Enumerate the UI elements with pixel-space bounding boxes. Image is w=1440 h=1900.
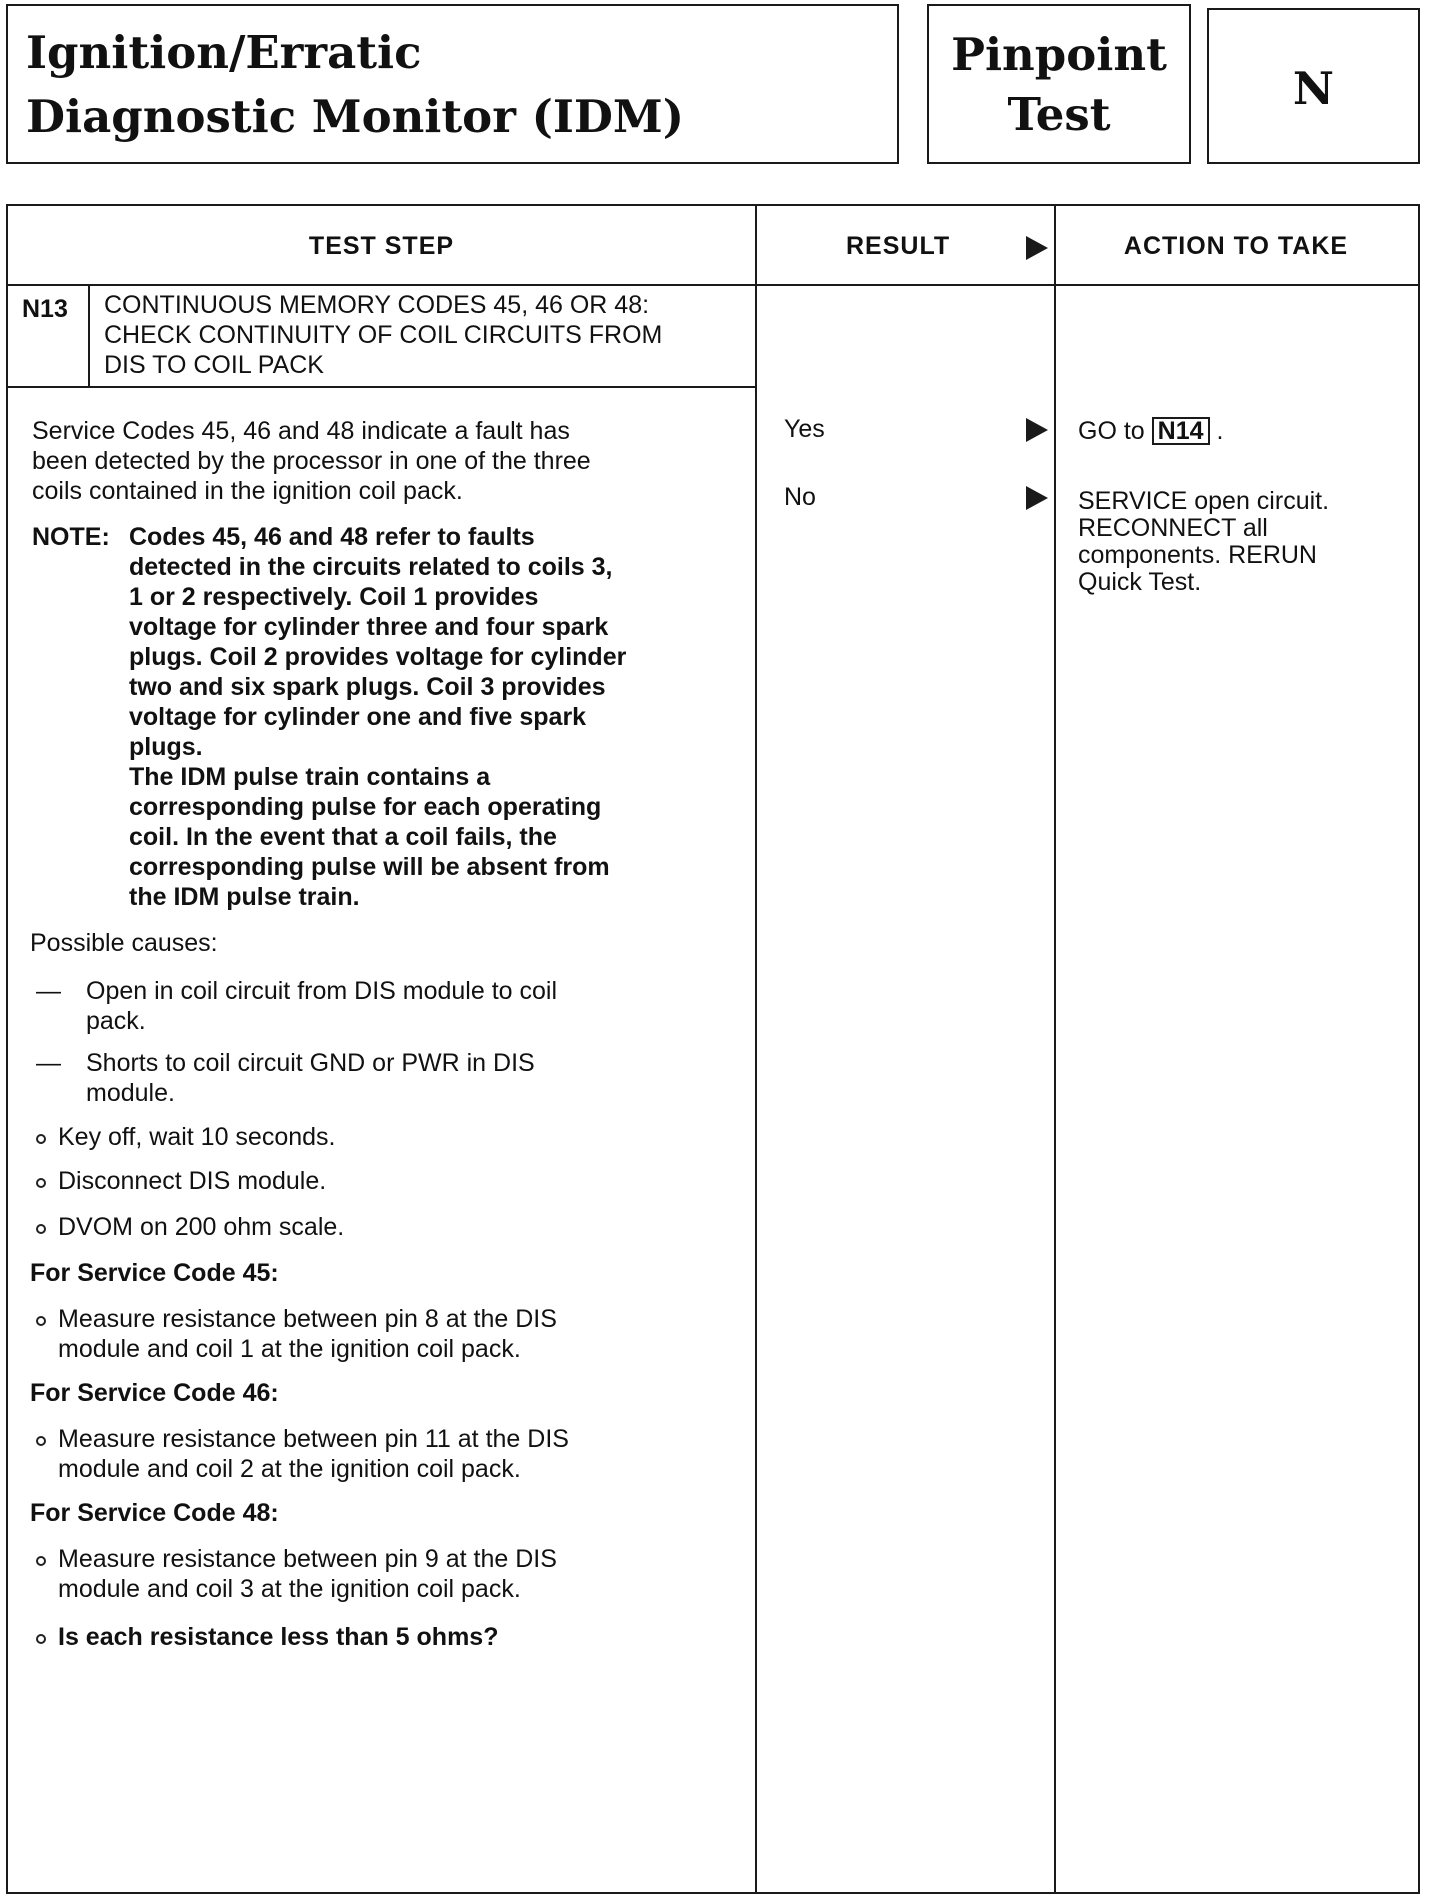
step-title-divider xyxy=(8,386,755,388)
yes-action-prefix: GO to xyxy=(1078,417,1145,445)
note-line: voltage for cylinder one and five spark xyxy=(129,703,587,731)
bullet-icon xyxy=(36,1316,46,1326)
no-action-line-4: Quick Test. xyxy=(1078,568,1202,596)
bullet-disconnect: Disconnect DIS module. xyxy=(58,1167,327,1195)
note-line: corresponding pulse will be absent from xyxy=(129,853,610,881)
bullet-icon xyxy=(36,1556,46,1566)
step-title-line-3: DIS TO COIL PACK xyxy=(104,351,324,379)
divider-step-result xyxy=(755,206,757,1892)
intro-line-3: coils contained in the ignition coil pack. xyxy=(32,477,463,505)
code-48-label: For Service Code 48: xyxy=(30,1499,279,1527)
note-label: NOTE: xyxy=(32,523,110,551)
step-title-line-2: CHECK CONTINUITY OF COIL CIRCUITS FROM xyxy=(104,321,663,349)
yes-action-suffix: . xyxy=(1216,417,1224,445)
header-divider xyxy=(8,284,1418,286)
yes-arrow-icon xyxy=(1026,418,1048,442)
page-title-line-2: Diagnostic Monitor (IDM) xyxy=(26,90,685,143)
note-line: voltage for cylinder three and four spark xyxy=(129,613,609,641)
code-46-line-2: module and coil 2 at the ignition coil pack. xyxy=(58,1455,521,1483)
note-line: Codes 45, 46 and 48 refer to faults xyxy=(129,523,535,551)
note-line: The IDM pulse train contains a xyxy=(129,763,491,791)
note-line: two and six spark plugs. Coil 3 provides xyxy=(129,673,606,701)
note-line: the IDM pulse train. xyxy=(129,883,360,911)
result-yes: Yes xyxy=(784,415,825,443)
step-title-line-1: CONTINUOUS MEMORY CODES 45, 46 OR 48: xyxy=(104,291,650,319)
no-action-line-1: SERVICE open circuit. xyxy=(1078,487,1330,515)
cause-1-line-1: Open in coil circuit from DIS module to coil xyxy=(86,977,558,1005)
code-45-line-1: Measure resistance between pin 8 at the DIS xyxy=(58,1305,557,1333)
code-45-label: For Service Code 45: xyxy=(30,1259,279,1287)
code-48-line-2: module and coil 3 at the ignition coil pack. xyxy=(58,1575,521,1603)
cause-2-line-2: module. xyxy=(86,1079,175,1107)
code-46-line-1: Measure resistance between pin 11 at the DIS xyxy=(58,1425,569,1453)
cause-dash: — xyxy=(36,977,61,1005)
title-box xyxy=(6,4,899,164)
code-45-line-2: module and coil 1 at the ignition coil pack. xyxy=(58,1335,521,1363)
pinpoint-test-box xyxy=(927,4,1191,164)
no-arrow-icon xyxy=(1026,486,1048,510)
code-46-label: For Service Code 46: xyxy=(30,1379,279,1407)
test-letter: N xyxy=(1292,62,1335,115)
bullet-icon xyxy=(36,1224,46,1234)
cause-2-line-1: Shorts to coil circuit GND or PWR in DIS xyxy=(86,1049,535,1077)
result-no: No xyxy=(784,483,816,511)
test-letter-box xyxy=(1207,8,1420,164)
no-action-line-3: components. RERUN xyxy=(1078,541,1317,569)
test-label: Test xyxy=(1007,88,1111,141)
bullet-icon xyxy=(36,1178,46,1188)
note-line: plugs. Coil 2 provides voltage for cylinder xyxy=(129,643,627,671)
question: Is each resistance less than 5 ohms? xyxy=(58,1623,499,1651)
test-step-table xyxy=(6,204,1420,1894)
yes-action xyxy=(1078,416,1223,446)
col-header-result: RESULT xyxy=(846,232,951,260)
no-action-line-2: RECONNECT all xyxy=(1078,514,1268,542)
code-48-line-1: Measure resistance between pin 9 at the DIS xyxy=(58,1545,557,1573)
step-ref-n14[interactable]: N14 xyxy=(1152,417,1210,445)
col-header-action: ACTION TO TAKE xyxy=(1123,232,1349,260)
intro-line-1: Service Codes 45, 46 and 48 indicate a fault has xyxy=(32,417,570,445)
note-line: 1 or 2 respectively. Coil 1 provides xyxy=(129,583,539,611)
pinpoint-label: Pinpoint xyxy=(951,28,1167,81)
bullet-icon xyxy=(36,1134,46,1144)
note-line: detected in the circuits related to coils 3, xyxy=(129,553,613,581)
intro-line-2: been detected by the processor in one of the three xyxy=(32,447,591,475)
bullet-icon xyxy=(36,1634,46,1644)
bullet-key-off: Key off, wait 10 seconds. xyxy=(58,1123,336,1151)
step-id-divider xyxy=(88,284,90,388)
divider-result-action xyxy=(1054,206,1056,1892)
note-line: coil. In the event that a coil fails, the xyxy=(129,823,557,851)
possible-causes-label: Possible causes: xyxy=(30,929,218,957)
bullet-dvom: DVOM on 200 ohm scale. xyxy=(58,1213,345,1241)
cause-1-line-2: pack. xyxy=(86,1007,146,1035)
page-title-line-1: Ignition/Erratic xyxy=(26,26,422,79)
col-header-test-step: TEST STEP xyxy=(308,232,455,260)
bullet-icon xyxy=(36,1436,46,1446)
cause-dash: — xyxy=(36,1049,61,1077)
note-line: corresponding pulse for each operating xyxy=(129,793,602,821)
header-arrow-icon xyxy=(1026,236,1048,260)
note-line: plugs. xyxy=(129,733,203,761)
step-id: N13 xyxy=(22,295,68,323)
